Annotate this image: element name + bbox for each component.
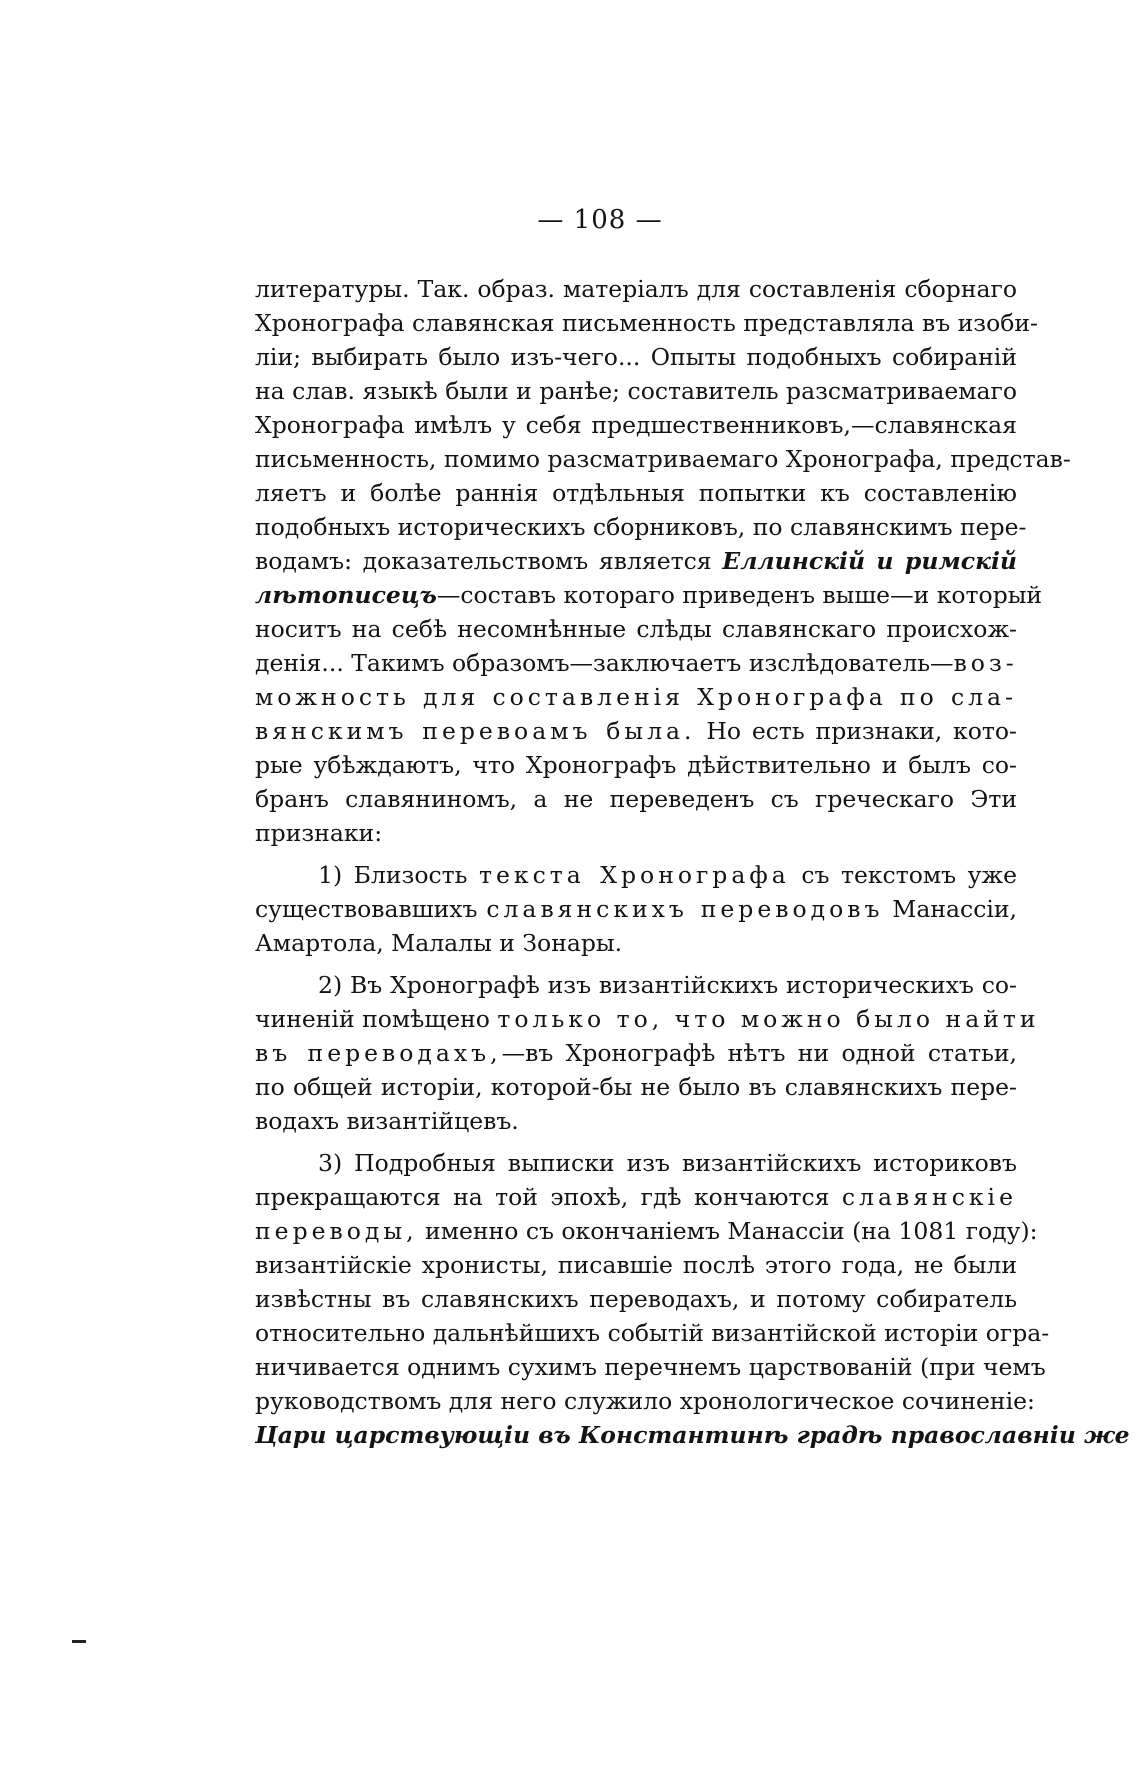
text-run: Манассіи,	[892, 895, 1017, 923]
body-text	[255, 272, 1130, 1452]
text-run: —составъ котораго приведенъ выше—и который	[436, 581, 1043, 609]
text-line: руководствомъ для него служило хронологическое сочиненіе:	[255, 1387, 1035, 1415]
text-line	[255, 1036, 1017, 1070]
text-line	[255, 646, 1017, 680]
italic-title: Цари царствующіи въ Константинѣ градѣ православніи же	[255, 1421, 1130, 1449]
page-number: — 108 —	[537, 205, 663, 235]
text-line	[255, 1180, 1017, 1214]
text-line	[255, 1214, 1038, 1248]
text-line: подобныхъ историческихъ сборниковъ, по славянскимъ пере-	[255, 513, 1027, 541]
text-run: Но есть признаки, кото-	[706, 717, 1017, 745]
text-line: относительно дальнѣйшихъ событій византійской исторіи огра-	[255, 1319, 1050, 1347]
spaced-text: текста Хронографа	[478, 861, 790, 889]
spaced-text: въ переводахъ,	[255, 1039, 502, 1067]
spaced-text: вянскимъ перевоамъ была.	[255, 717, 696, 745]
text-line: 3) Подробныя выписки изъ византійскихъ историковъ	[318, 1149, 1017, 1177]
spaced-text: славянскіе	[841, 1183, 1017, 1211]
italic-title: Еллинскій и римскій	[722, 547, 1017, 575]
text-run: именно съ окончаніемъ Манассіи (на 1081 году):	[425, 1217, 1038, 1245]
text-run: водамъ: доказательствомъ является	[255, 547, 712, 575]
text-run: 1) Близость	[318, 861, 468, 889]
text-line	[255, 1002, 1040, 1036]
text-run: существовавшихъ	[255, 895, 478, 923]
text-line: по общей исторіи, которой-бы не было въ славянскихъ пере-	[255, 1073, 1017, 1101]
text-line: на слав. языкѣ были и ранѣе; составитель разсматриваемаго	[255, 377, 1017, 405]
text-line: извѣстны въ славянскихъ переводахъ, и потому собиратель	[255, 1285, 1017, 1313]
text-line: носитъ на себѣ несомнѣнные слѣды славянскаго происхож-	[255, 615, 1017, 643]
text-run: съ текстомъ уже	[801, 861, 1017, 889]
spaced-text: воз-	[953, 649, 1018, 677]
spaced-text: славянскихъ переводовъ	[486, 895, 884, 923]
text-line: ляетъ и болѣе раннія отдѣльныя попытки къ составленію	[255, 479, 1017, 507]
text-line: Амартола, Малалы и Зонары.	[255, 929, 623, 957]
italic-title: лѣтописецъ	[255, 581, 437, 609]
text-line	[255, 892, 1017, 926]
text-line	[255, 714, 1017, 748]
text-run: прекращаются на той эпохѣ, гдѣ кончаются	[255, 1183, 830, 1211]
text-run: чиненій помѣщено	[255, 1005, 490, 1033]
text-line: Хронографа славянская письменность представляла въ изоби-	[255, 309, 1038, 337]
text-line	[255, 858, 1017, 892]
text-line	[255, 544, 1017, 578]
spaced-text: переводы,	[255, 1217, 418, 1245]
text-line: ліи; выбирать было изъ-чего... Опыты подобныхъ собираній	[255, 343, 1017, 371]
text-line: рые убѣждаютъ, что Хронографъ дѣйствительно и былъ со-	[255, 751, 1017, 779]
text-line: литературы. Так. образ. матеріалъ для составленія сборнаго	[255, 275, 1017, 303]
text-line	[255, 578, 1043, 612]
text-run: денія... Такимъ образомъ—заключаетъ изслѣдователь—	[255, 649, 954, 677]
text-line: Хронографа имѣлъ у себя предшественниковъ,—славянская	[255, 411, 1017, 439]
text-line: признаки:	[255, 819, 383, 847]
text-line: бранъ славяниномъ, а не переведенъ съ греческаго Эти	[255, 785, 1017, 813]
text-run: —въ Хронографѣ нѣтъ ни одной статьи,	[501, 1039, 1017, 1067]
margin-mark	[72, 1640, 86, 1643]
text-line: водахъ византійцевъ.	[255, 1107, 519, 1135]
text-line: письменность, помимо разсматриваемаго Хронографа, представ-	[255, 445, 1071, 473]
text-line: можность для составленія Хронографа по сла-	[255, 683, 1017, 711]
text-line: византійскіе хронисты, писавшіе послѣ этого года, не были	[255, 1251, 1017, 1279]
text-line: 2) Въ Хронографѣ изъ византійскихъ историческихъ со-	[318, 971, 1017, 999]
text-line: ничивается однимъ сухимъ перечнемъ царствованій (при чемъ	[255, 1353, 1046, 1381]
spaced-text: только то, что можно было найти	[497, 1005, 1040, 1033]
